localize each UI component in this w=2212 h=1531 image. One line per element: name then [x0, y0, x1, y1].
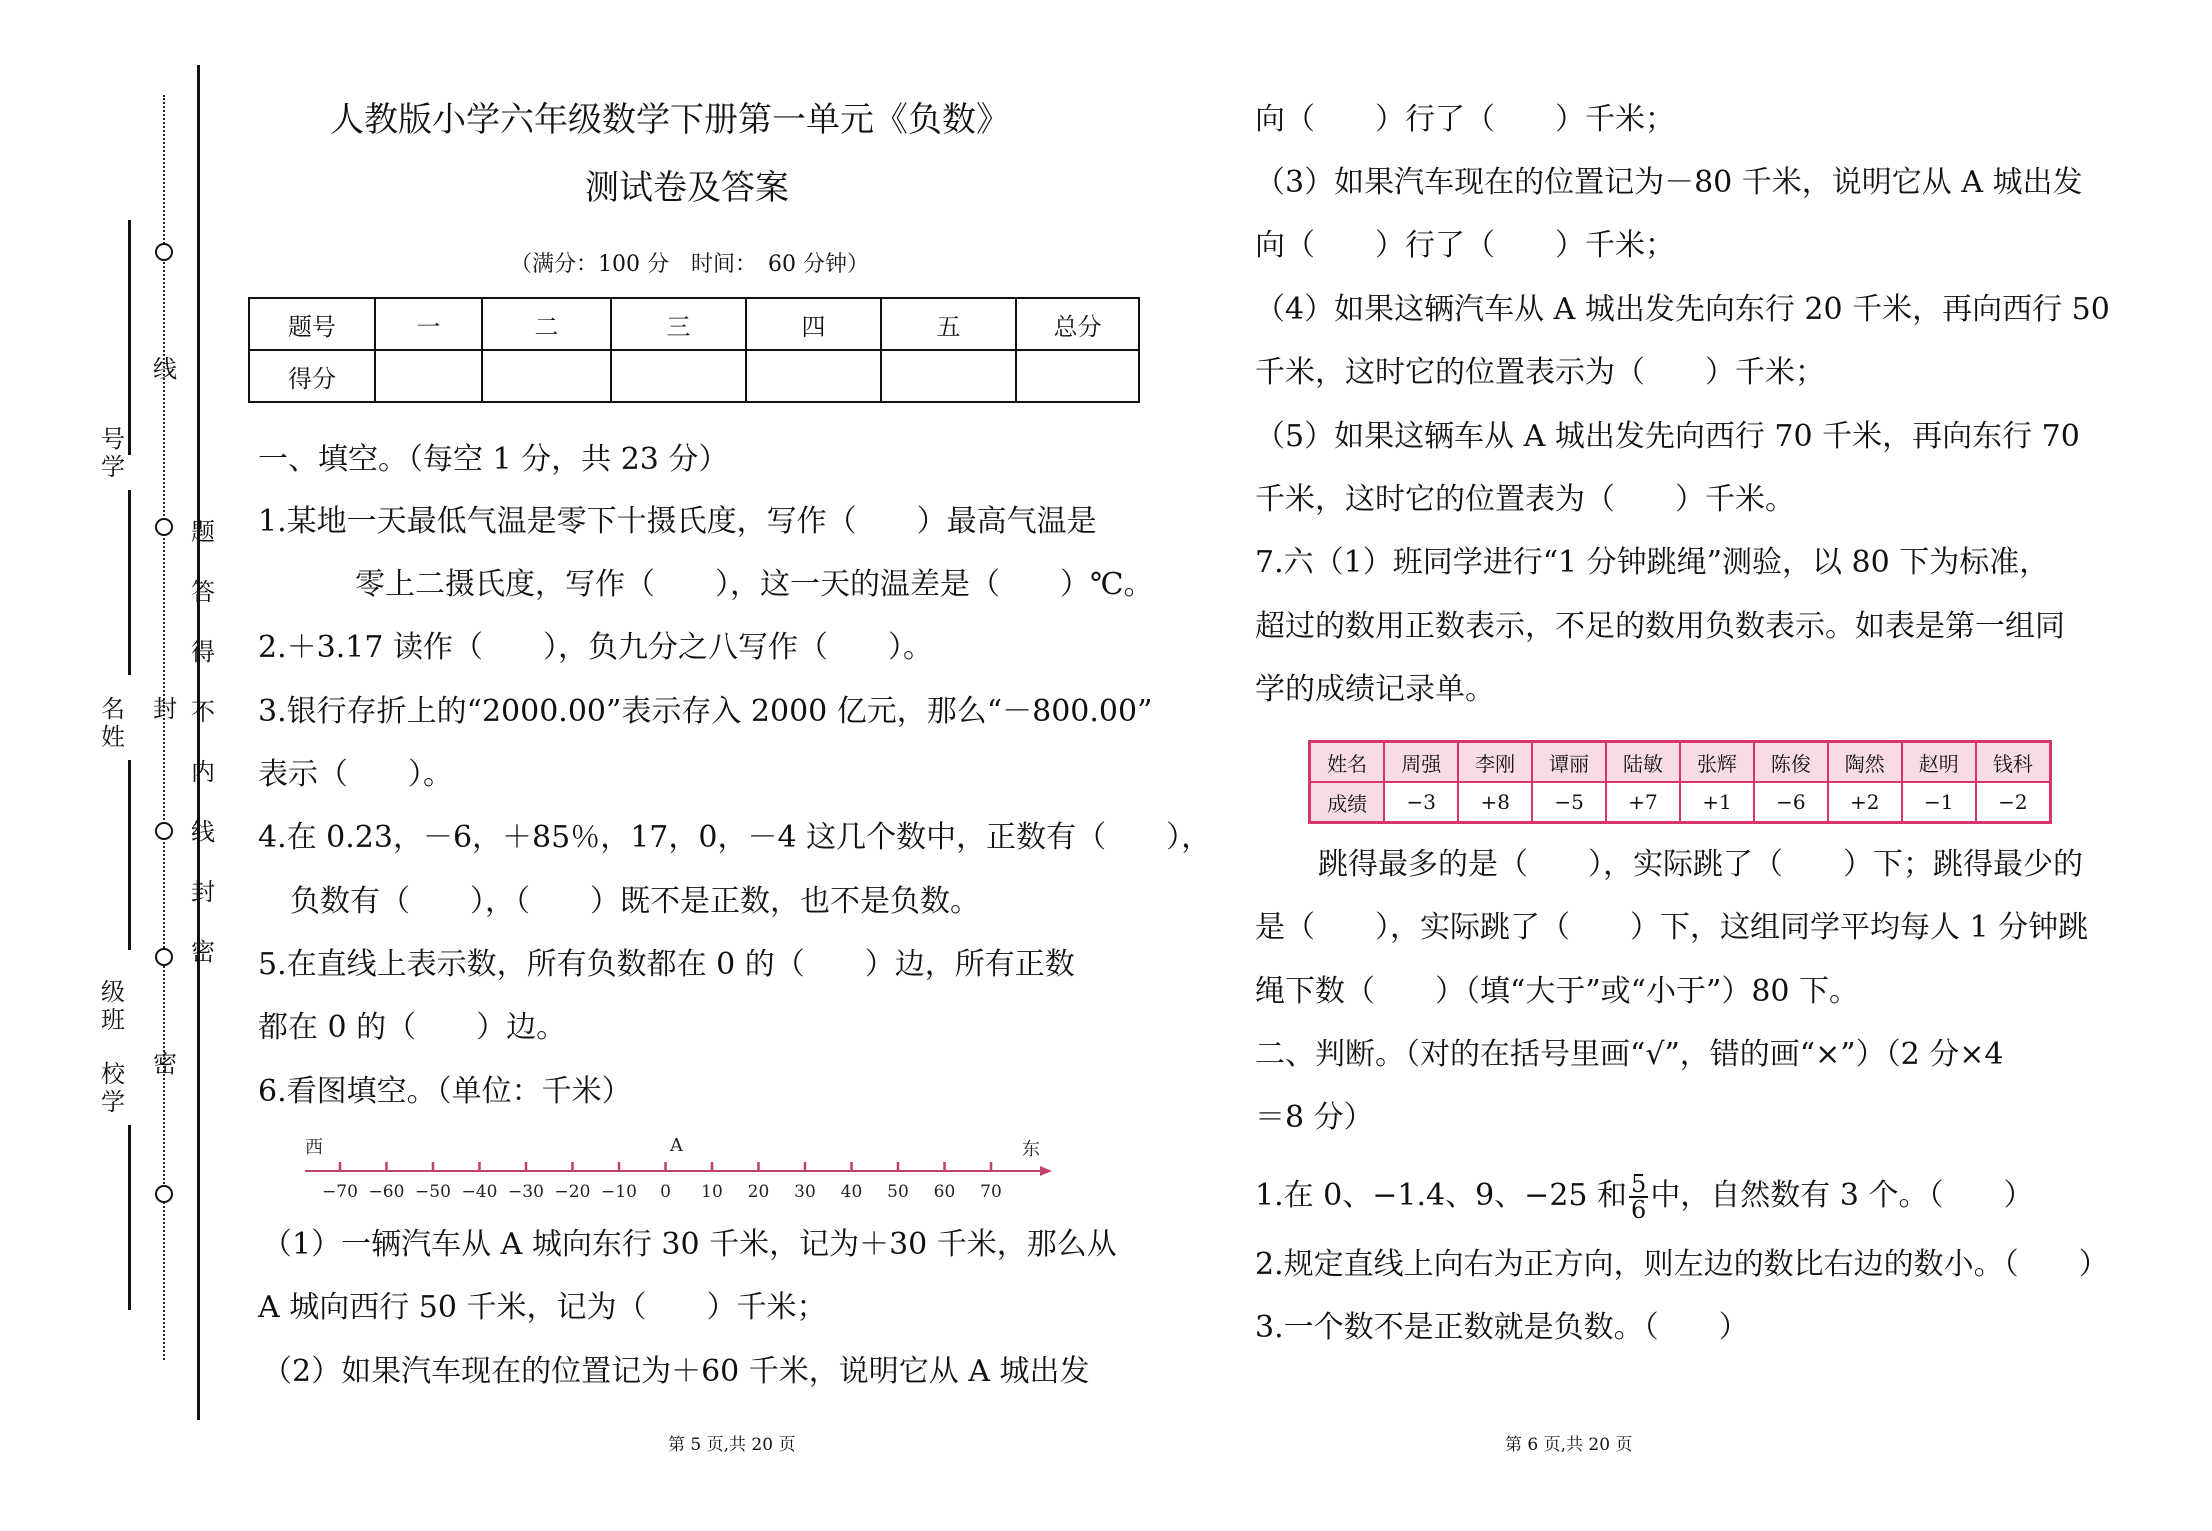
- record-cell: 张辉: [1680, 742, 1754, 783]
- solid-line-outer-4: [128, 1125, 131, 1310]
- seal-char: 密: [153, 1050, 177, 1078]
- solid-line-outer-2: [128, 490, 131, 675]
- record-cell: −6: [1754, 782, 1828, 823]
- question-line: （1）一辆汽车从 A 城向东行 30 千米，记为＋30 千米，那么从: [262, 1227, 1117, 1262]
- question-line: 都在 0 的（ ）边。: [258, 1010, 567, 1045]
- solid-line-outer-1: [128, 220, 131, 455]
- number-line-tick-label: 60: [933, 1182, 956, 1202]
- record-scores-row: [1310, 782, 2051, 823]
- fraction-five-sixths: [1629, 1172, 1648, 1222]
- seal-char: 密: [191, 938, 215, 966]
- question-line: 3.银行存折上的“2000.00”表示存入 2000 亿元，那么“－800.00”: [258, 694, 1153, 729]
- binding-hole: [155, 518, 173, 536]
- label-class: 级班: [101, 978, 125, 1034]
- question-line: 千米，这时它的位置表为（ ）千米。: [1255, 482, 1795, 517]
- seal-char: 封: [191, 878, 215, 906]
- number-line-ticks: [322, 1162, 1002, 1202]
- section-heading: 二、判断。（对的在括号里画“√”，错的画“×”）（2 分×4: [1255, 1037, 2004, 1072]
- record-cell: 姓名: [1310, 742, 1385, 783]
- score-input-cell[interactable]: [375, 350, 482, 402]
- score-cell: 总分: [1016, 298, 1139, 350]
- seal-char: 封: [153, 695, 177, 723]
- number-line-tick-label: 40: [840, 1182, 863, 1202]
- record-cell: 陶然: [1828, 742, 1902, 783]
- number-line-tick-label: −50: [415, 1182, 451, 1202]
- score-input-cell[interactable]: [1016, 350, 1139, 402]
- question-line: 千米，这时它的位置表示为（ ）千米；: [1255, 355, 1825, 390]
- question-line: 超过的数用正数表示，不足的数用负数表示。如表是第一组同: [1255, 609, 2065, 644]
- number-line-tick-label: −20: [554, 1182, 591, 1202]
- judge-question-3: 3.一个数不是正数就是负数。（ ）: [1255, 1310, 1749, 1345]
- exam-meta: （满分：100 分 时间： 60 分钟）: [510, 252, 869, 277]
- question-line: 是（ ），实际跳了（ ）下，这组同学平均每人 1 分钟跳: [1255, 910, 2089, 945]
- judge-question-2: 2.规定直线上向右为正方向，则左边的数比右边的数小。（ ）: [1255, 1247, 2109, 1282]
- record-names-row: [1310, 742, 2051, 783]
- label-student-id: 号学: [101, 425, 125, 481]
- question-line: 负数有（ ），（ ）既不是正数，也不是负数。: [290, 884, 980, 919]
- section-heading: 一、填空。（每空 1 分，共 23 分）: [258, 442, 729, 477]
- question-line: 表示（ ）。: [258, 757, 453, 792]
- seal-char: 题: [191, 518, 215, 546]
- record-cell: 成绩: [1310, 782, 1385, 823]
- record-cell: +7: [1606, 782, 1680, 823]
- label-school: 校学: [101, 1060, 125, 1116]
- seal-char: 线: [191, 818, 215, 846]
- binding-hole: [155, 1185, 173, 1203]
- page-title: 人教版小学六年级数学下册第一单元《负数》: [330, 100, 1010, 140]
- west-label: 西: [305, 1137, 323, 1158]
- east-label: 东: [1022, 1139, 1040, 1160]
- number-line-figure: [300, 1135, 1060, 1210]
- judge-question-1: [1255, 1172, 2033, 1222]
- solid-line-inner: [197, 65, 200, 1420]
- number-line-tick-label: 20: [747, 1182, 770, 1202]
- jump-rope-record-table: [1308, 740, 2052, 824]
- question-line: 2.＋3.17 读作（ ），负九分之八写作（ ）。: [258, 630, 933, 665]
- score-cell: 三: [611, 298, 746, 350]
- number-line-tick-label: −60: [368, 1182, 405, 1202]
- score-table: [248, 297, 1140, 403]
- number-line-tick-label: −10: [601, 1182, 637, 1202]
- record-cell: 陈俊: [1754, 742, 1828, 783]
- seal-char: 答: [191, 578, 215, 606]
- judge-q1-prefix: 1.在 0、−1.4、9、−25 和: [1255, 1178, 1628, 1213]
- question-line: 跳得最多的是（ ），实际跳了（ ）下；跳得最少的: [1318, 847, 2083, 882]
- label-name: 名姓: [101, 695, 125, 751]
- question-line: 向（ ）行了（ ）千米；: [1255, 228, 1675, 263]
- score-cell: 题号: [249, 298, 375, 350]
- record-cell: −2: [1976, 782, 2051, 823]
- page-subtitle: 测试卷及答案: [585, 168, 789, 208]
- number-line-tick-label: 0: [660, 1182, 671, 1202]
- seal-char: 不: [191, 698, 215, 726]
- section-heading-continued: ＝8 分）: [1255, 1100, 1374, 1135]
- question-line: 零上二摄氏度，写作（ ），这一天的温差是（ ）℃。: [355, 567, 1154, 602]
- score-table-header-row: [249, 298, 1139, 350]
- question-line: 5.在直线上表示数，所有负数都在 0 的（ ）边，所有正数: [258, 947, 1075, 982]
- seal-char: 线: [153, 355, 177, 383]
- number-line-tick-label: 10: [701, 1182, 723, 1202]
- record-cell: 赵明: [1902, 742, 1976, 783]
- number-line-tick-label: 30: [794, 1182, 816, 1202]
- number-line-tick-label: −40: [461, 1182, 498, 1202]
- fraction-denominator: 6: [1631, 1196, 1647, 1224]
- seal-char: 内: [191, 758, 215, 786]
- binding-hole: [155, 948, 173, 966]
- record-cell: −5: [1532, 782, 1606, 823]
- question-line: 6.看图填空。（单位：千米）: [258, 1074, 632, 1109]
- dotted-cut-line: [163, 95, 165, 1360]
- question-line: 4.在 0.23，－6，＋85％，17，0，－4 这几个数中，正数有（ ），: [258, 820, 1212, 855]
- page-number: 第 6 页,共 20 页: [1505, 1435, 1633, 1455]
- record-cell: 陆敏: [1606, 742, 1680, 783]
- record-cell: −1: [1902, 782, 1976, 823]
- fraction-numerator: 5: [1631, 1170, 1647, 1198]
- score-cell: 五: [881, 298, 1016, 350]
- question-line: （3）如果汽车现在的位置记为－80 千米，说明它从 A 城出发: [1255, 165, 2083, 200]
- score-cell: 二: [482, 298, 611, 350]
- question-line: 向（ ）行了（ ）千米；: [1255, 102, 1675, 137]
- record-cell: +2: [1828, 782, 1902, 823]
- seal-char: 得: [191, 638, 215, 666]
- score-input-cell[interactable]: [881, 350, 1016, 402]
- question-line: 学的成绩记录单。: [1255, 672, 1495, 707]
- record-cell: +8: [1458, 782, 1532, 823]
- origin-label: A: [670, 1135, 683, 1156]
- record-cell: −3: [1384, 782, 1458, 823]
- score-cell: 得分: [249, 350, 375, 402]
- question-line: A 城向西行 50 千米，记为（ ）千米；: [258, 1290, 827, 1325]
- question-line: （5）如果这辆车从 A 城出发先向西行 70 千米，再向东行 70: [1255, 419, 2080, 454]
- solid-line-outer-3: [128, 760, 131, 950]
- question-line: （4）如果这辆汽车从 A 城出发先向东行 20 千米，再向西行 50: [1255, 292, 2110, 327]
- record-cell: +1: [1680, 782, 1754, 823]
- number-line-tick-label: −70: [322, 1182, 358, 1202]
- score-cell: 一: [375, 298, 482, 350]
- number-line-arrow: [1040, 1166, 1052, 1176]
- record-cell: 李刚: [1458, 742, 1532, 783]
- question-line: （2）如果汽车现在的位置记为＋60 千米，说明它从 A 城出发: [262, 1354, 1090, 1389]
- question-line: 7.六（1）班同学进行“1 分钟跳绳”测验，以 80 下为标准，: [1255, 545, 2050, 580]
- page-number: 第 5 页,共 20 页: [668, 1435, 796, 1455]
- number-line-tick-label: −30: [508, 1182, 544, 1202]
- score-input-cell[interactable]: [482, 350, 611, 402]
- number-line-tick-label: 50: [887, 1182, 909, 1202]
- score-input-cell[interactable]: [746, 350, 881, 402]
- question-line: 1.某地一天最低气温是零下十摄氏度，写作（ ）最高气温是: [258, 504, 1097, 539]
- score-table-score-row: [249, 350, 1139, 402]
- record-cell: 谭丽: [1532, 742, 1606, 783]
- score-cell: 四: [746, 298, 881, 350]
- binding-hole: [155, 822, 173, 840]
- binding-hole: [155, 243, 173, 261]
- number-line-tick-label: 70: [980, 1182, 1002, 1202]
- score-input-cell[interactable]: [611, 350, 746, 402]
- judge-q1-suffix: 中，自然数有 3 个。（ ）: [1650, 1178, 2034, 1213]
- record-cell: 钱科: [1976, 742, 2051, 783]
- question-line: 绳下数（ ）（填“大于”或“小于”）80 下。: [1255, 974, 1860, 1009]
- record-cell: 周强: [1384, 742, 1458, 783]
